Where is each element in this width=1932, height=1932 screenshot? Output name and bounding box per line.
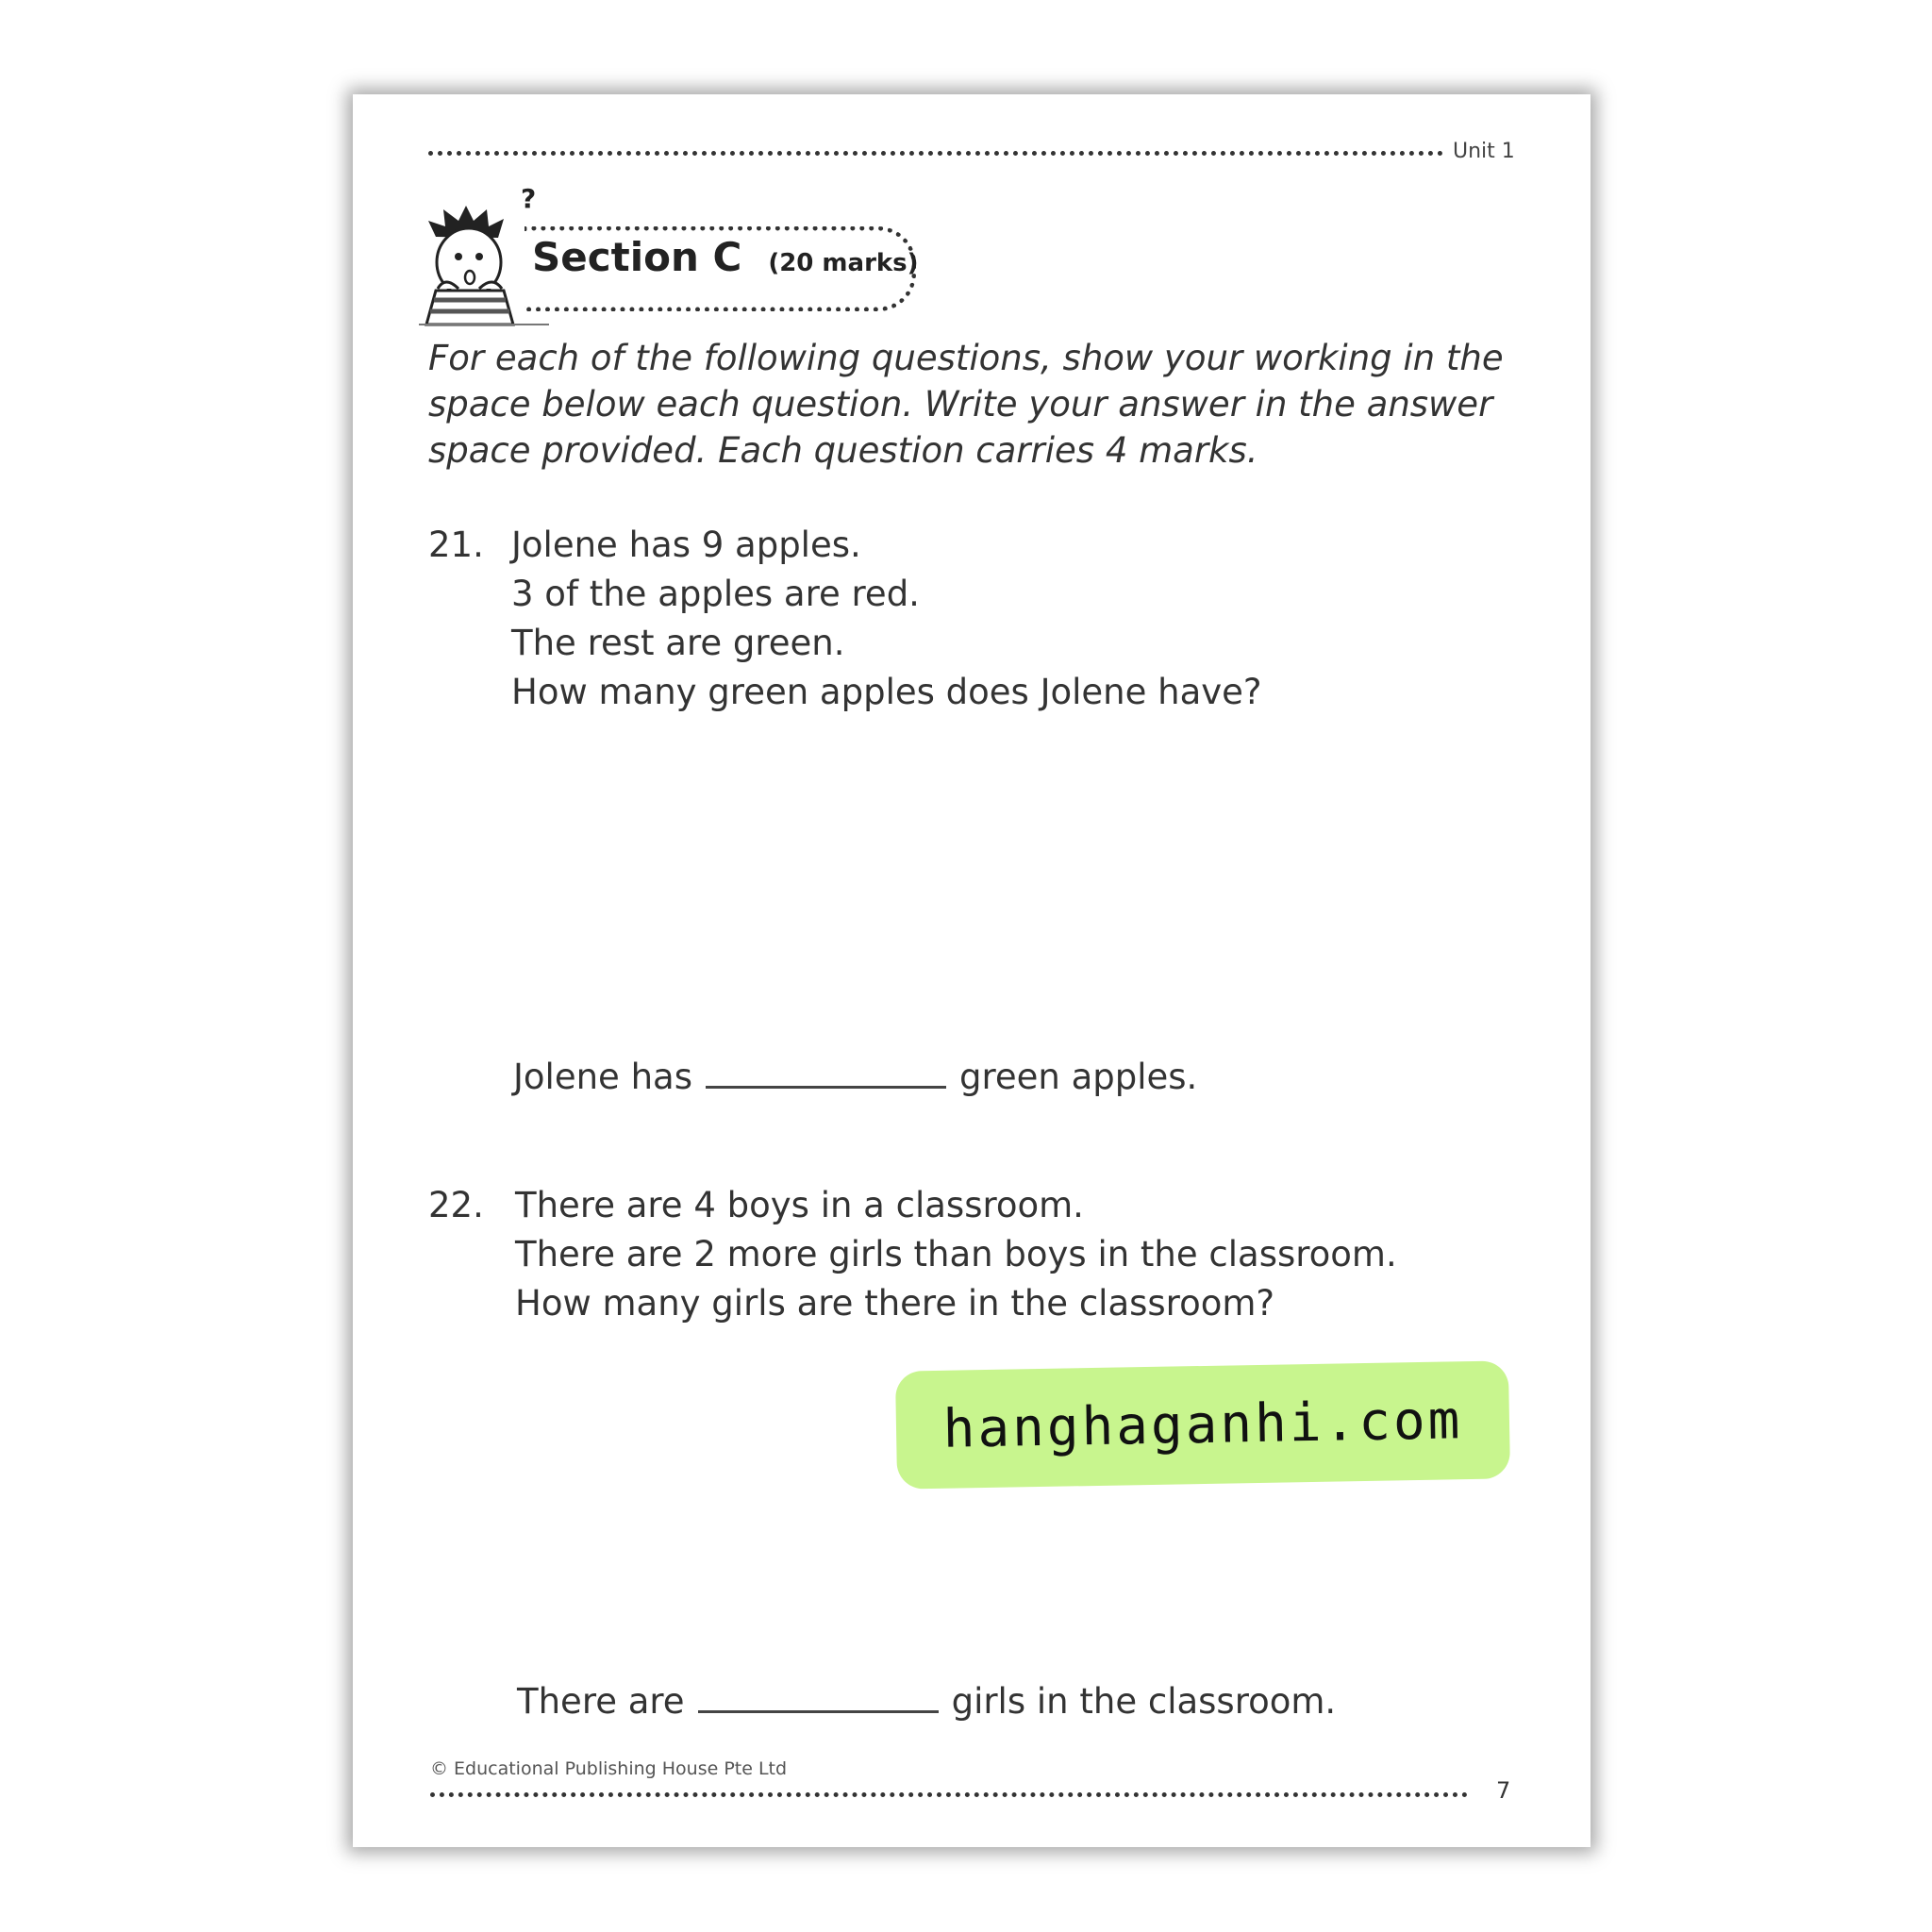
- answer-line-22: [517, 1681, 1336, 1722]
- unit-label: Unit 1: [1453, 140, 1515, 163]
- question-line: How many green apples does Jolene have?: [511, 672, 1262, 712]
- question-number-22: 22.: [428, 1185, 484, 1225]
- svg-text:?: ?: [521, 185, 537, 214]
- question-21-text: [511, 521, 1262, 717]
- watermark-banner: [895, 1360, 1510, 1489]
- question-line: There are 2 more girls than boys in the classroom.: [515, 1234, 1397, 1274]
- answer-prefix: Jolene has: [513, 1057, 692, 1097]
- answer-suffix: green apples.: [958, 1057, 1198, 1097]
- answer-blank-21[interactable]: [706, 1086, 946, 1089]
- answer-blank-22[interactable]: [698, 1710, 939, 1713]
- question-line: 3 of the apples are red.: [511, 574, 920, 614]
- answer-suffix: girls in the classroom.: [951, 1681, 1337, 1722]
- question-line: How many girls are there in the classroom?: [515, 1283, 1275, 1324]
- answer-line-21: [513, 1057, 1197, 1097]
- question-line: Jolene has 9 apples.: [511, 525, 861, 565]
- instructions-text: For each of the following questions, show your working in the space below each question. Write your answer in the answer space provided. Each question carries 4 marks.: [428, 338, 1504, 471]
- copyright-text: © Educational Publishing House Pte Ltd: [430, 1758, 788, 1779]
- question-line: The rest are green.: [511, 623, 845, 663]
- section-marks: (20 marks): [768, 249, 919, 277]
- question-number-21: 21.: [428, 525, 484, 565]
- footer-dotted-rule: [430, 1792, 1468, 1797]
- question-line: There are 4 boys in a classroom.: [515, 1185, 1084, 1225]
- answer-prefix: There are: [517, 1681, 685, 1722]
- section-title: [532, 234, 919, 280]
- watermark-text: hanghaganhi.com: [942, 1390, 1463, 1460]
- page-number: 7: [1496, 1777, 1511, 1804]
- section-title-text: Section C: [532, 234, 742, 280]
- question-22-text: [515, 1181, 1397, 1328]
- header-dotted-rule: [428, 151, 1443, 156]
- worksheet-page: [353, 94, 1591, 1847]
